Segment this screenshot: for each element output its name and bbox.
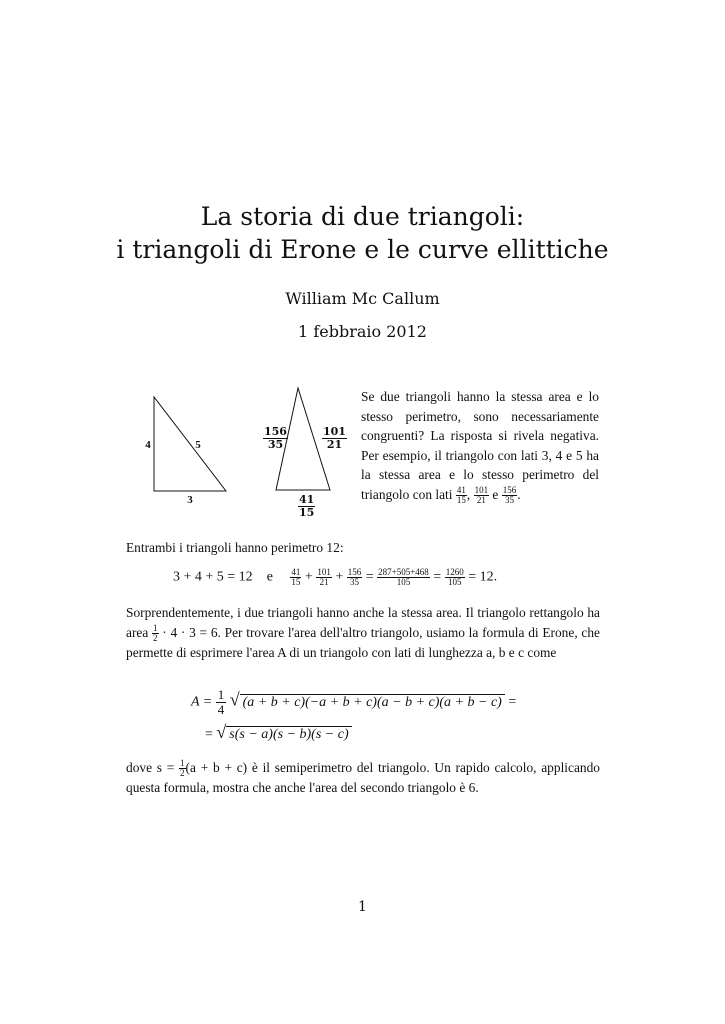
side-label-101-21: $\frac{101}{21}$ — [323, 425, 346, 451]
right-triangle-shape — [154, 397, 226, 491]
perimeter-equation: 3 + 4 + 5 = 12 e $\frac{41}{15}$ + $\frac{101}{21}$ + $\frac{156}{35}$ = $\frac{287+505+468}{105}$ = $\frac{1260}{105}$ = 12. — [173, 567, 498, 587]
fraction-41-15: $\frac{41}{15}$ — [456, 484, 466, 505]
heron-formula-line2: = √ s(s − a)(s − b)(s − c) — [205, 722, 352, 743]
side-label-41-15: $\frac{41}{15}$ — [299, 493, 315, 519]
fraction-one-half: $\frac{1}{2}$ — [153, 622, 158, 643]
intro-paragraph: Se due triangoli hanno la stessa area e lo stesso perimetro, sono necessariamente congruenti? La risposta si rivela negativa. Per esempio, il triangolo con lati 3, 4 e 5 ha la stessa area e lo stesso perimetro del triangolo con lati $\frac{41}{15}$ , $\frac{101}{21}$ e $\frac{156}{35}$ . — [361, 389, 599, 505]
side-label-3: 3 — [187, 494, 193, 506]
fraction-101-21: $\frac{101}{21}$ — [474, 484, 489, 505]
side-label-5: 5 — [195, 439, 201, 451]
side-label-156-35: $\frac{156}{35}$ — [264, 425, 287, 451]
fraction-one-half-2: $\frac{1}{2}$ — [180, 758, 185, 779]
author: William Mc Callum — [285, 289, 440, 308]
side-label-4: 4 — [145, 439, 151, 451]
fraction-156-35: $\frac{156}{35}$ — [502, 484, 517, 505]
perimeter-sentence: Entrambi i triangoli hanno perimetro 12: — [126, 540, 344, 555]
paper-title-line1: La storia di due triangoli: — [200, 202, 525, 231]
final-paragraph: dove s = $\frac{1}{2}$ (a + b + c) è il semiperimetro del triangolo. Un rapido calcolo, applicando questa formula, mostra che anche l'area del secondo triangolo è 6. — [126, 758, 600, 796]
page-number: 1 — [358, 899, 367, 915]
heron-formula-line1: A = $\frac{1}{4}$ √ (a + b + c)(−a + b + c)(a − b + c)(a + b − c) = — [191, 687, 517, 717]
date: 1 febbraio 2012 — [298, 322, 427, 341]
area-paragraph: Sorprendentemente, i due triangoli hanno anche la stessa area. Il triangolo rettangolo ha area $\frac{1}{2}$ · 4 · 3 = 6. Per trovare l'area dell'altro triangolo, usiamo la formula di Erone, che permette di esprimere l'area A di un triangolo con lati di lunghezza a, b e c come — [126, 605, 600, 660]
paper-title-line2: i triangoli di Erone e le curve ellittiche — [116, 235, 609, 264]
